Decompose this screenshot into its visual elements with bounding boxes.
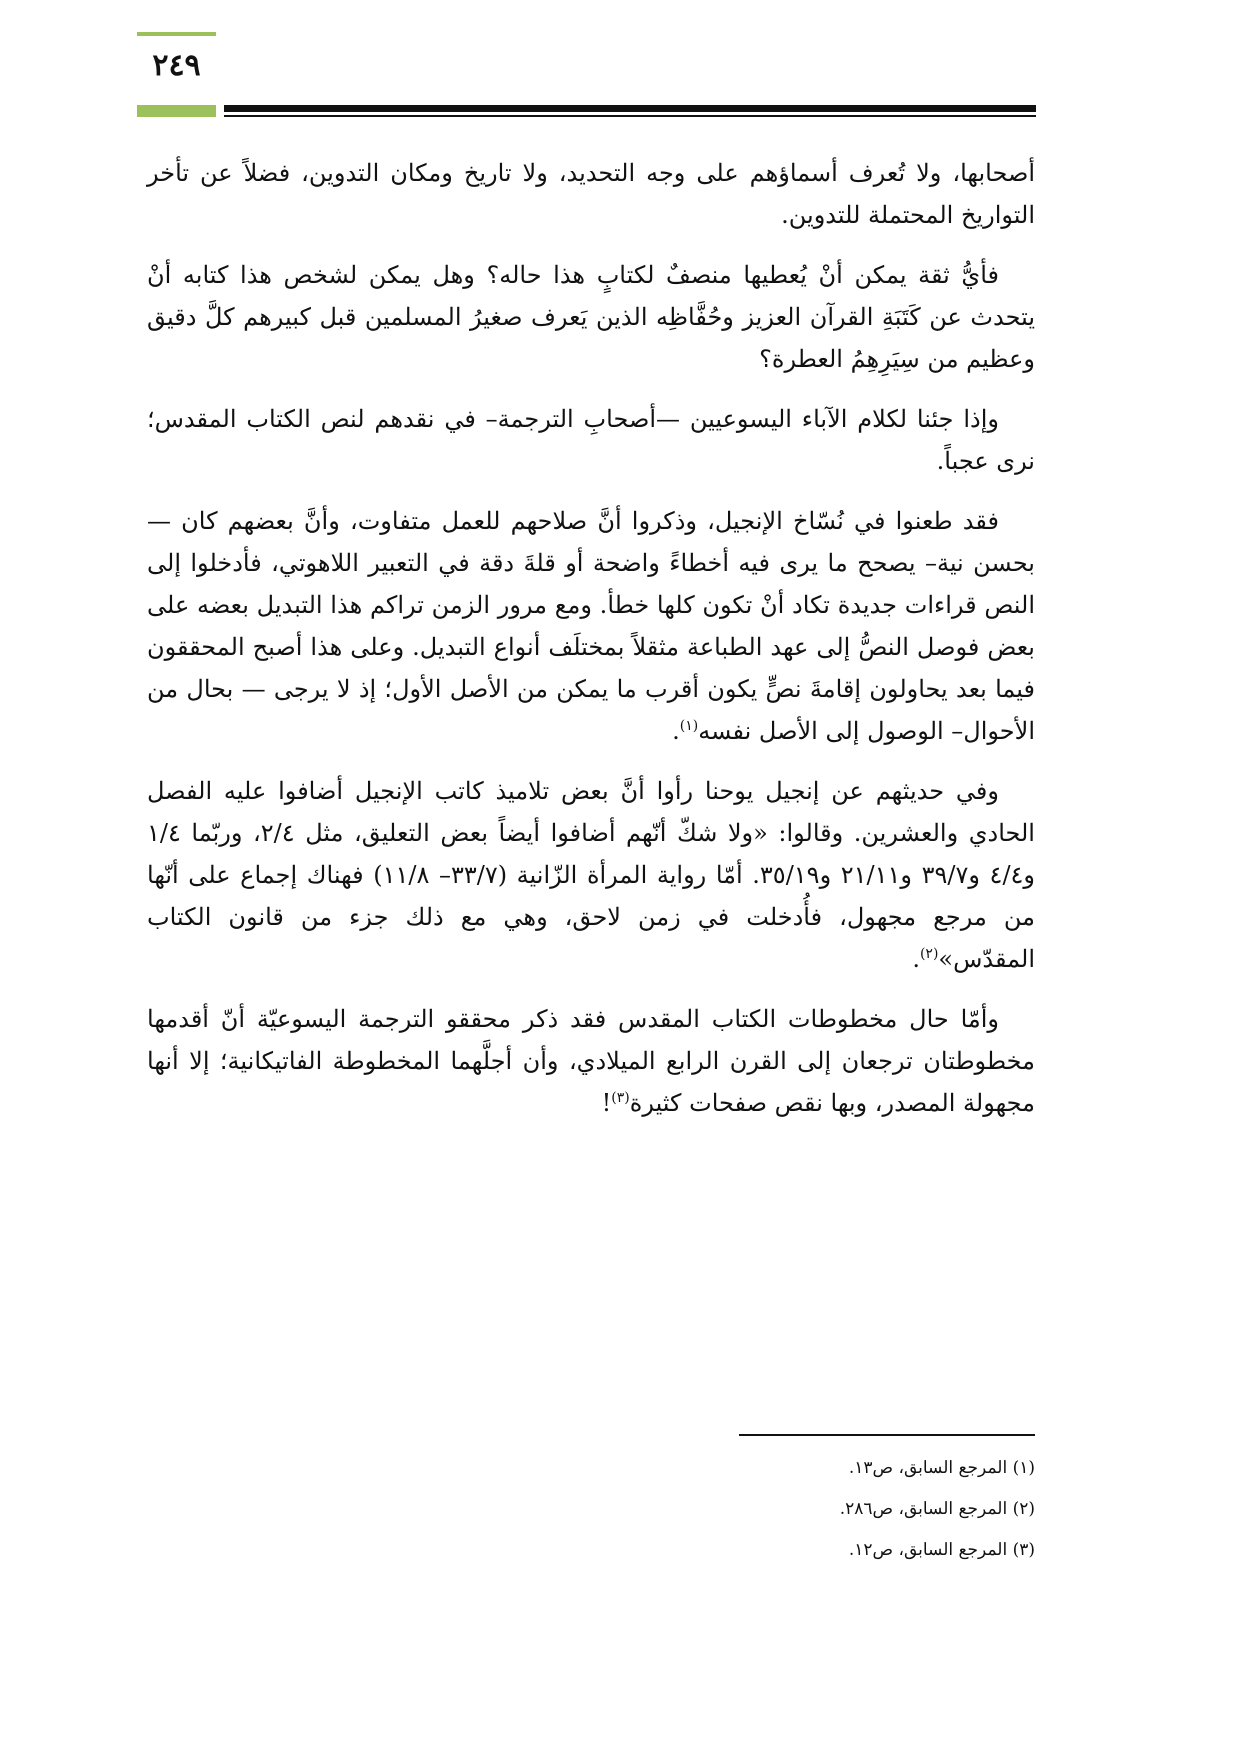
paragraph bbox=[147, 152, 1035, 236]
paragraph bbox=[147, 500, 1035, 752]
page-number: ٢٤٩ bbox=[152, 48, 201, 83]
header-rule-thin bbox=[224, 115, 1036, 117]
paragraph-text: فقد طعنوا في نُسّاخ الإنجيل، وذكروا أنَّ صلاحهم للعمل متفاوت، وأنَّ بعضهم كان —بحسن نية– يصحح ما يرى فيه أخطاءً واضحة أو قلةَ دقة في التعبير اللاهوتي، فأدخلوا إلى النص قراءات جديدة تكاد أنْ تكون كلها خطأ. ومع مرور الزمن تراكم هذا التبديل بعضه على بعض فوصل النصُّ إلى عهد الطباعة مثقلاً بمختلَف أنواع التبديل. وعلى هذا أصبح المحققون فيما بعد يحاولون إقامةَ نصٍّ يكون أقرب ما يمكن من الأصل الأول؛ إذ لا يرجى — بحال من الأحوال– الوصول إلى الأصل نفسه bbox=[147, 507, 1035, 745]
footnote: (١) المرجع السابق، ص١٣. bbox=[848, 1458, 1035, 1478]
footnote-separator bbox=[739, 1434, 1035, 1436]
footnotes bbox=[700, 1448, 1035, 1571]
paragraph-text: وإذا جئنا لكلام الآباء اليسوعيين —أصحابِ الترجمة– في نقدهم لنص الكتاب المقدس؛ نرى عجباً. bbox=[147, 405, 1035, 475]
paragraph bbox=[147, 254, 1035, 380]
paragraph bbox=[147, 998, 1035, 1124]
paragraph bbox=[147, 398, 1035, 482]
paragraph-text: وفي حديثهم عن إنجيل يوحنا رأوا أنَّ بعض تلاميذ كاتب الإنجيل أضافوا عليه الفصل الحادي والعشرين. وقالوا: «ولا شكّ أنّهم أضافوا أيضاً بعض التعليق، مثل ٢/٤، وربّما ١/٤ و٤/٤ و٣٩/٧ و٢١/١١ و٣٥/١٩. أمّا رواية المرأة الزّانية (٣٣/٧– ١١/٨) فهناك إجماع على أنّها من مرجع مجهول، فأُدخلت في زمن لاحق، وهي مع ذلك جزء من قانون الكتاب المقدّس» bbox=[147, 777, 1036, 973]
paragraph-tail: ! bbox=[601, 1089, 612, 1117]
footnote: (٢) المرجع السابق، ص٢٨٦. bbox=[839, 1499, 1035, 1519]
header-accent-bar-top bbox=[137, 32, 216, 36]
paragraph bbox=[147, 770, 1035, 980]
paragraph-text: أصحابها، ولا تُعرف أسماؤهم على وجه التحديد، ولا تاريخ ومكان التدوين، فضلاً عن تأخر التواريخ المحتملة للتدوين. bbox=[147, 159, 1035, 229]
footnote-ref[interactable]: (١) bbox=[679, 718, 699, 734]
main-text bbox=[147, 152, 1035, 1142]
header-accent-bar-bottom bbox=[137, 105, 216, 117]
paragraph-text: فأيُّ ثقة يمكن أنْ يُعطيها منصفٌ لكتابٍ هذا حاله؟ وهل يمكن لشخص هذا كتابه أنْ يتحدث عن كَتَبَةِ القرآن العزيز وحُفَّاظِه الذين يَعرف صغيرُ المسلمين قبل كبيرهم كلَّ دقيق وعظيم من سِيَرِهِمُ العطرة؟ bbox=[147, 261, 1035, 373]
footnote-ref[interactable]: (٢) bbox=[919, 946, 939, 962]
header-rule bbox=[224, 105, 1036, 112]
paragraph-tail: . bbox=[912, 945, 920, 973]
footnote: (٣) المرجع السابق، ص١٢. bbox=[848, 1540, 1035, 1560]
paragraph-tail: . bbox=[672, 717, 680, 745]
paragraph-text: وأمّا حال مخطوطات الكتاب المقدس فقد ذكر محققو الترجمة اليسوعيّة أنّ أقدمها مخطوطتان ترجعان إلى القرن الرابع الميلادي، وأن أجلَّهما المخطوطة الفاتيكانية؛ إلا أنها مجهولة المصدر، وبها نقص صفحات كثيرة bbox=[147, 1005, 1035, 1117]
footnote-ref[interactable]: (٣) bbox=[611, 1090, 630, 1106]
